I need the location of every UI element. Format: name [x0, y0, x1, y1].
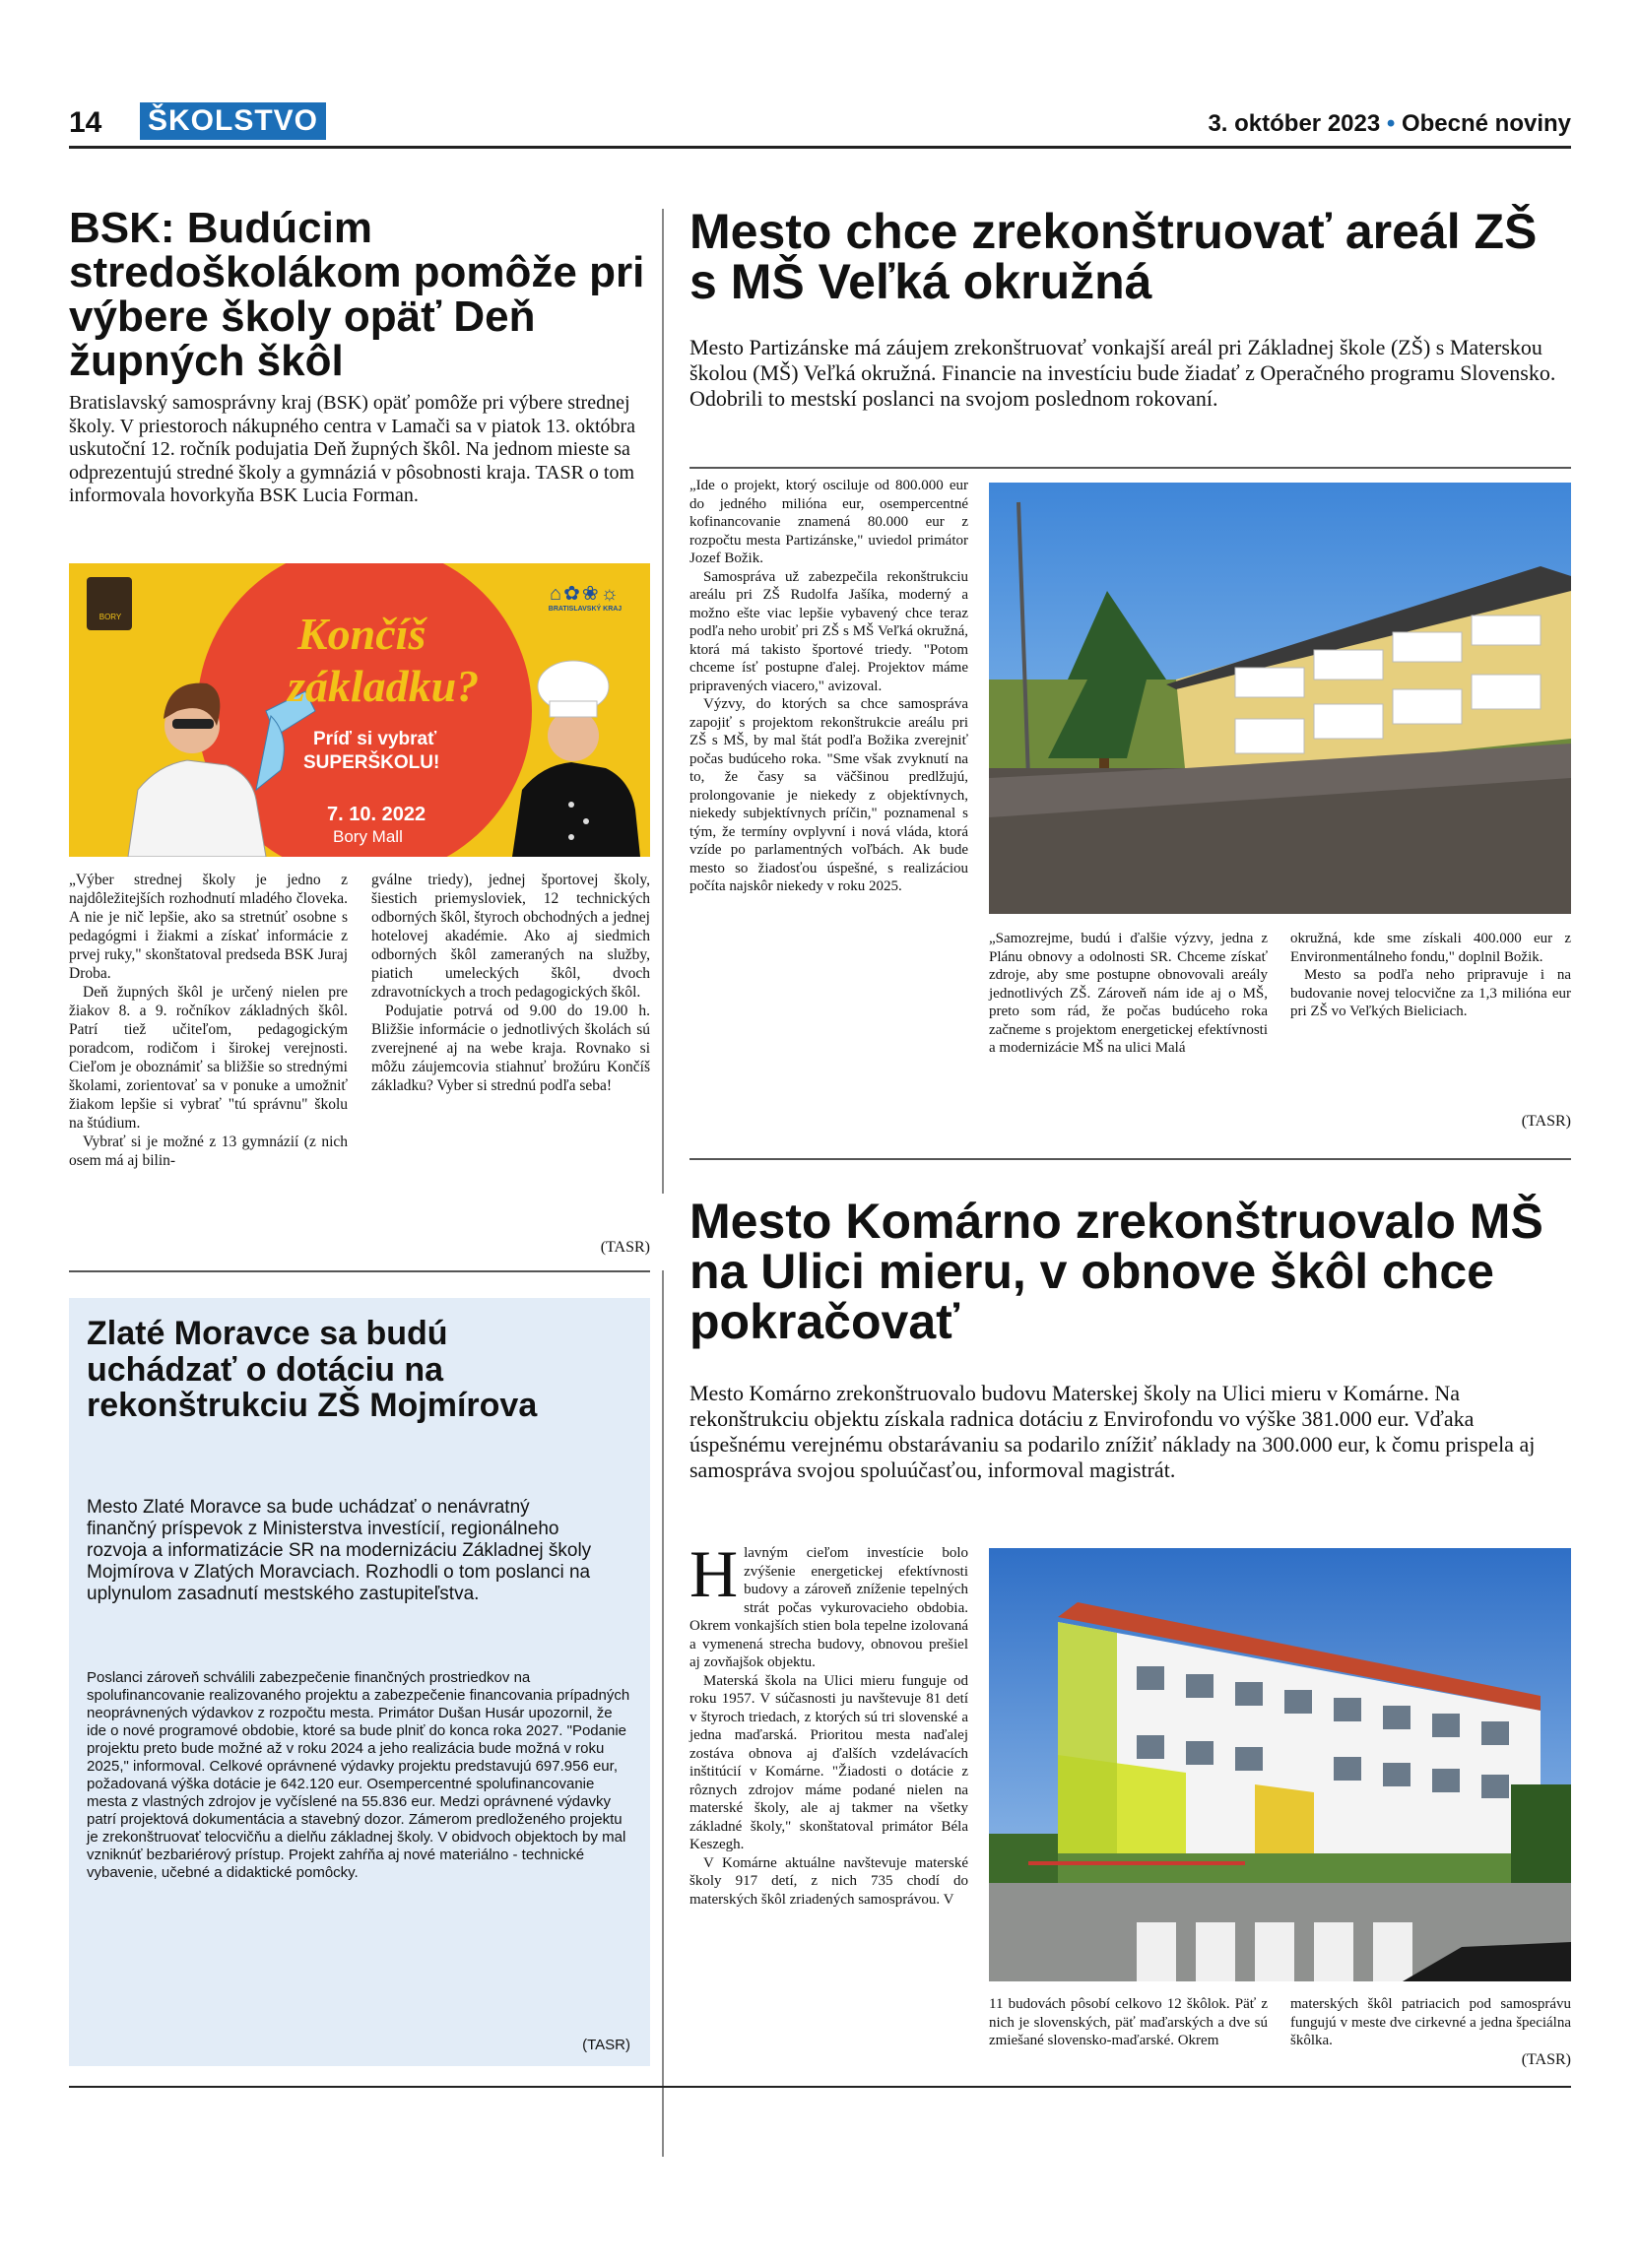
paragraph: „Samozrejme, budú i ďalšie výzvy, jedna z Plánu obnovy a odolnosti SR. Chceme získať zdroje, aby sme postupne obnovovali areály jednotlivých ZŠ. Zároveň nám ide aj o MŠ, preto som rád, že počas budúceho roka začneme s projektom energetickej efektívnosti a modernizácie MŠ na ulici Malá — [989, 931, 1268, 1056]
dropcap: H — [689, 1536, 739, 1611]
poster-region-label: BRATISLAVSKÝ KRAJ — [548, 606, 623, 613]
issue-date: 3. október 2023 — [1208, 110, 1381, 137]
article-separator — [69, 1270, 650, 1272]
article-headline: Mesto chce zrekonštruovať areál ZŠ s MŠ Veľká okružná — [689, 204, 1538, 309]
article-body-col-1 — [689, 477, 968, 896]
paragraph-text: lavným cieľom investície bolo zvýšenie energetickej efektívnosti budovy a zároveň zníženie tepelných strát počas vykurovacieho obdobia. Okrem vonkajších stien bola tepelne izolovaná a vymenená strecha budovy, obnovou prešiel aj zovňajšok objektu. — [689, 1545, 968, 1670]
kindergarten-photo-illustration — [989, 1548, 1571, 1981]
footer-rule — [69, 2086, 1571, 2088]
poster-venue: Bory Mall — [333, 827, 403, 846]
paragraph-with-dropcap — [689, 1536, 968, 1672]
kindergarten-photo — [989, 1548, 1571, 1981]
paragraph: Deň župných škôl je určený nielen pre žiakov 8. a 9. ročníkov základných škôl. Patrí tiež učiteľom, pedagogickým poradcom, rodičom i širokej verejnosti. Cieľom je oboznámiť sa bližšie so strednými školami, zorientovať sa v ponuke a umožniť žiakom lepšie si vybrať "tú správnu" školu na štúdium. — [69, 984, 348, 1132]
header-rule — [69, 146, 1571, 149]
poster-date: 7. 10. 2022 — [327, 804, 426, 825]
article-credit: (TASR) — [1521, 2051, 1571, 2068]
paragraph: „Ide o projekt, ktorý osciluje od 800.000 eur do jedného milióna eur, osempercentné kofinancovanie znamená 80.000 eur z rozpočtu mesta Partizánske," uviedol primátor Jozef Božik. — [689, 478, 968, 566]
article-separator — [689, 1158, 1571, 1160]
sidebar-body: Poslanci zároveň schválili zabezpečenie finančných prostriedkov na spolufinancovanie realizovaného projektu a zabezpečenie financovania prípadných neoprávnených výdavkov z rozpočtu mesta. Primátor Dušan Husár upozornil, že ide o nové programové obdobie, ktoré sa bude plniť do konca roka 2027. "Podanie projektu preto bude možné až v roku 2024 a jeho realizácia bude možná v roku 2025," informoval. Celkové oprávnené výdavky projektu predstavujú 697.956 eur, požadovaná výška dotácie je 642.120 eur. Osempercentné spolufinancovanie mesta z vlastných zdrojov je vyčíslené na 55.836 eur. Medzi oprávnené výdavky patrí projektová dokumentácia a stavebný dozor. Zámerom predloženého projektu je zrekonštruovať telocvičňu a dielňu základnej školy. V obidvoch objektoch by mal vzniknúť bezbariérový prístup. Projekt zahŕňa aj nové materiálno - technické vybavenie, učebné a didaktické pomôcky. — [87, 1669, 630, 1881]
paragraph: Podujatie potrvá od 9.00 do 19.00 h. Bližšie informácie o jednotlivých školách sú zverejnené aj na webe kraja. Rovnako si môžu záujemcovia stiahnuť brožúru Končíš základku? Vyber si strednú podľa seba! — [371, 1003, 650, 1094]
sidebar-lead: Mesto Zlaté Moravce sa bude uchádzať o nenávratný finančný príspevok z Ministerstva investícií, regionálneho rozvoja a informatizácie SR na modernizáciu Základnej školy Mojmírova v Zlatých Moravciach. Rozhodli o tom poslanci na uplynulom zasadnutí mestského zastupiteľstva. — [87, 1497, 592, 1604]
article-credit: (TASR) — [1521, 1113, 1571, 1130]
sidebar-credit: (TASR) — [582, 2037, 630, 2053]
section-label: ŠKOLSTVO — [140, 102, 326, 140]
paragraph: okružná, kde sme získali 400.000 eur z Environmentálneho fondu," doplnil Božik. — [1290, 931, 1571, 965]
article-body-col-2 — [989, 930, 1268, 1058]
article-body-col-1 — [69, 871, 348, 1170]
school-photo — [989, 483, 1571, 914]
paragraph: V Komárne aktuálne navštevuje materské školy 917 detí, z nich 735 chodí do materských škôl zriadených samosprávou. V — [689, 1854, 968, 1908]
article-headline: BSK: Budúcim stredoškolákom pomôže pri výbere školy opäť Deň župných škôl — [69, 204, 645, 385]
article-body-col-3 — [1290, 930, 1571, 1021]
article-lead: Bratislavský samosprávny kraj (BSK) opäť pomôže pri výbere strednej školy. V priestoroch nákupného centra v Lamači sa v piatok 13. októbra uskutoční 12. ročník podujatia Deň župných škôl. Na jednom mieste sa odprezentujú stredné školy a gymnáziá v pôsobnosti kraja. TASR o tom informovala hovorkyňa BSK Lucia Forman. — [69, 392, 636, 506]
paragraph: Výzvy, do ktorých sa chce samospráva zapojiť s projektom rekonštrukcie areálu pri ZŠ s MŠ, by mal štát podľa Božika zverejniť počas budúceho roka. "Sme však zvyknutí na to, že časy sa väčšinou predlžujú, prolongovanie je niekedy z objektívnych, niekedy subjektívnych príčin," poznamenal s tým, že termíny ovplyvní i nová vláda, ktorá vzíde po parlamentných voľbách. Ak bude mesto so žiadosťou úspešné, s realizáciou počíta najskôr niekedy v roku 2025. — [689, 696, 968, 894]
article-lead: Mesto Partizánske má záujem zrekonštruovať vonkajší areál pri Základnej škole (ZŠ) s Materskou školou (MŠ) Veľká okružná. Financie na investíciu bude žiadať z Operačného programu Slovensko. Odobrili to mestskí poslanci na svojom poslednom rokovaní. — [689, 335, 1556, 411]
sidebar-headline: Zlaté Moravce sa budú uchádzať o dotáciu na rekonštrukciu ZŠ Mojmírova — [87, 1315, 538, 1425]
event-poster — [69, 563, 650, 857]
paragraph: Samospráva už zabezpečila rekonštrukciu areálu pri ZŠ Rudolfa Jašíka, moderný a možno ešte viac lepšie vybavený chce teraz podľa neho urobiť pri ZŠ s MŠ Veľká okružná, ktorá má takisto športové triedy. "Potom chceme ísť postupne ďalej. Projektov máme pripravených viacero," avizoval. — [689, 568, 968, 694]
paragraph: materských škôl patriacich pod samosprávu fungujú v meste dve cirkevné a jedna špeciálna škôlka. — [1290, 1996, 1571, 2048]
poster-logo: BORY — [98, 613, 122, 621]
paragraph: Materská škola na Ulici mieru funguje od roku 1957. V súčasnosti ju navštevuje 81 detí v štyroch triedach, z ktorých sú tri slovenské a jedna maďarská. Prioritou mesta naďalej zostáva obnova aj ďalších vzdelávacích inštitúcií v Komárne. "Žiadosti o dotácie z rôznych zdrojov máme podané nielen na materské školy, ale aj takmer na všetky základné školy," skonštatoval primátor Béla Keszegh. — [689, 1672, 968, 1852]
publication-name: Obecné noviny — [1401, 110, 1571, 137]
header-separator: • — [1386, 110, 1396, 137]
paragraph: Vybrať si je možné z 13 gymnázií (z nich osem má aj bilin- — [69, 1134, 348, 1169]
region-crest-icon: ⌂✿❀☼ — [550, 583, 621, 605]
poster-cta-1: Príď si vybrať — [313, 729, 437, 749]
issue-info — [1208, 110, 1571, 138]
column-divider — [662, 209, 664, 1194]
poster-headline-1: Končíš — [297, 609, 426, 659]
article-body-col-2 — [989, 1995, 1268, 2050]
page-number: 14 — [69, 106, 102, 139]
poster-region-logo — [536, 581, 634, 613]
article-lead: Mesto Komárno zrekonštruovalo budovu Materskej školy na Ulici mieru v Komárne. Na rekonštrukciu objektu získala radnica dotáciu z Envirofondu vo výške 381.000 eur. Vďaka úspešnému verejnému obstarávaniu sa podarilo znížiť náklady na 300.000 eur, k čomu prispela aj samospráva svojou spoluúčasťou, informoval magistrát. — [689, 1381, 1536, 1482]
paragraph: Mesto sa podľa neho pripravuje i na budovanie novej telocvične za 1,3 milióna eur pri ZŠ vo Veľkých Bieliciach. — [1290, 967, 1571, 1019]
article-body-col-1 — [689, 1536, 968, 1909]
article-headline: Mesto Komárno zrekonštruovalo MŠ na Ulici mieru, v obnove škôl chce pokračovať — [689, 1194, 1543, 1349]
paragraph: 11 budovách pôsobí celkovo 12 škôlok. Päť z nich je slovenských, päť maďarských a dve sú zmiešané slovensko-maďarské. Okrem — [989, 1996, 1268, 2048]
article-separator — [689, 467, 1571, 469]
article-credit: (TASR) — [600, 1239, 650, 1256]
paragraph: gválne triedy), jednej športovej školy, šiestich priemysloviek, 12 technických odborných škôl, štyroch obchodných a jednej hotelovej akadémie. Ako aj siedmich odborných škôl zameraných na služby, piatich umeleckých škôl, dvoch zdravotníckych a troch pedagogických škôl. — [371, 872, 650, 1001]
poster-headline-2: základku? — [288, 661, 480, 711]
column-divider-lower — [662, 1270, 664, 2157]
paragraph: „Výber strednej školy je jedno z najdôležitejších rozhodnutí mladého človeka. A nie je nič lepšie, ako sa stretnúť osobne s pedagógmi i žiakmi a získať informácie z prvej ruky," skonštatoval predseda BSK Juraj Droba. — [69, 872, 348, 982]
poster-cta-2: SUPERŠKOLU! — [303, 752, 440, 773]
school-photo-illustration — [989, 483, 1571, 914]
article-body-col-3 — [1290, 1995, 1571, 2050]
article-body-col-2 — [371, 871, 650, 1095]
